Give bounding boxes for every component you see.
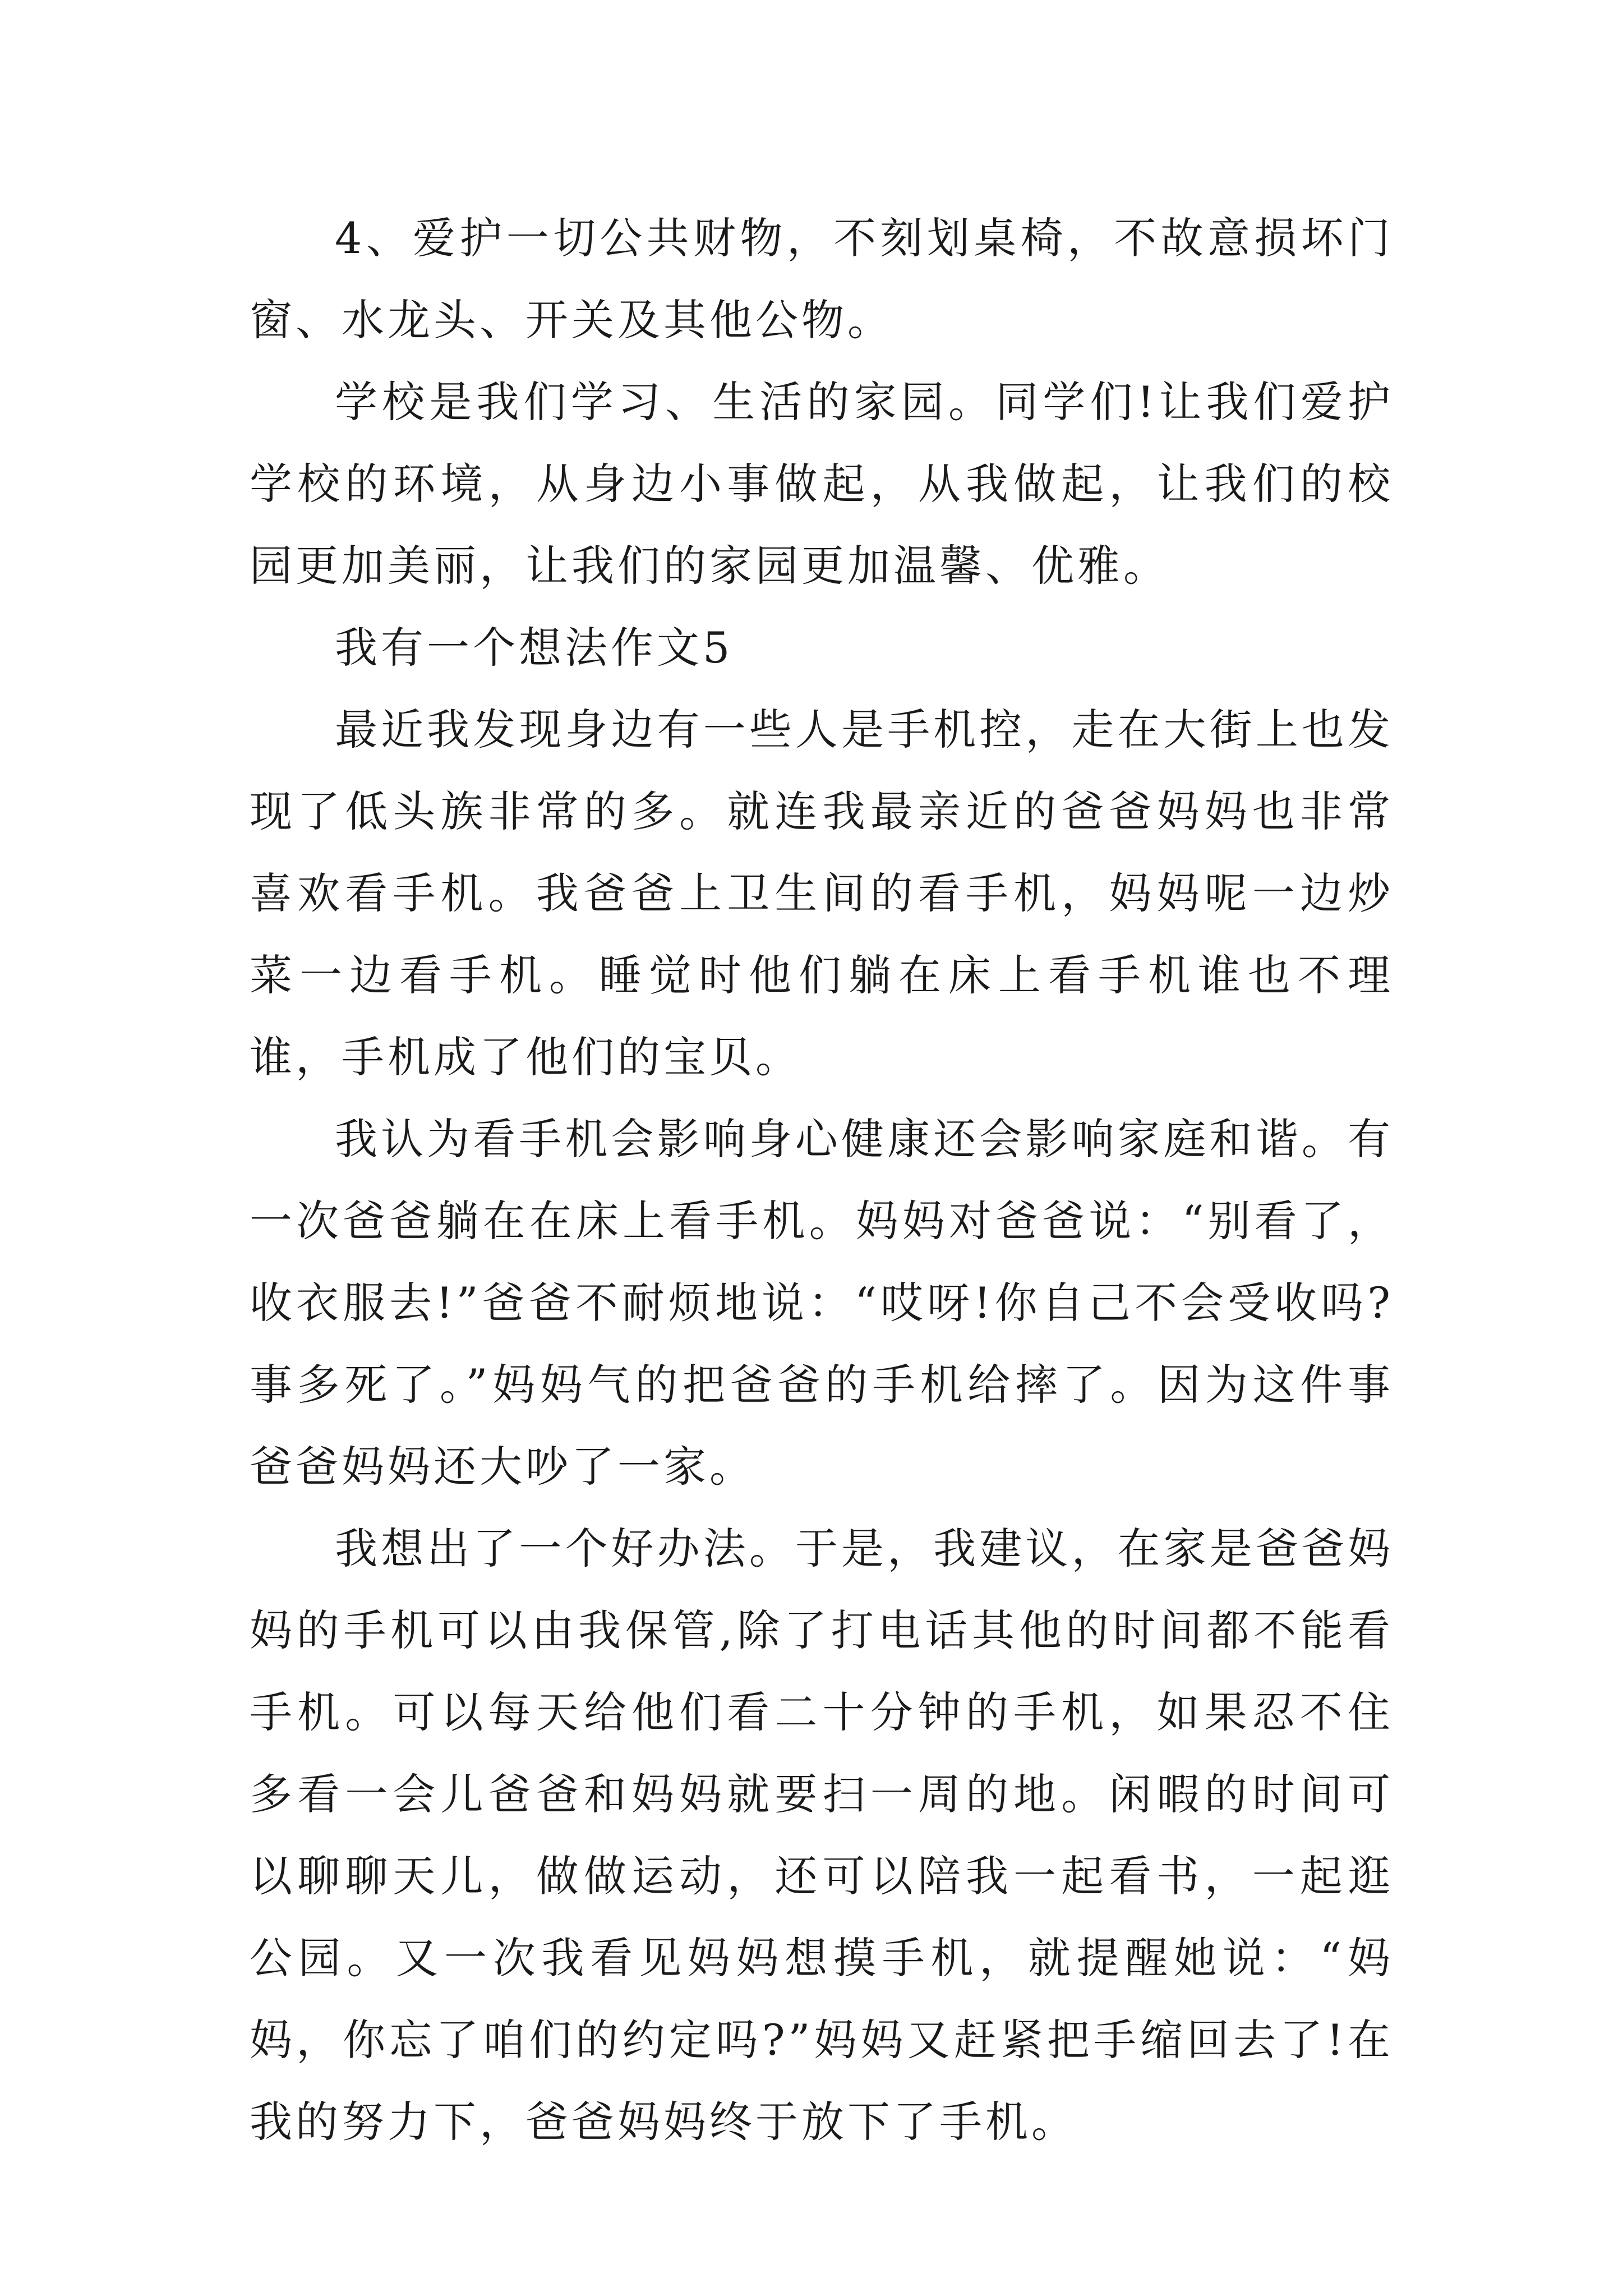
paragraph-family-harmony: 我认为看手机会影响身心健康还会影响家庭和谐。有一次爸爸躺在在床上看手机。妈妈对爸爸说：“别看了，收衣服去!”爸爸不耐烦地说：“哎呀!你自己不会受收吗?事多死了。”妈妈气的把爸爸的手机给摔了。因为这件事爸爸妈妈还大吵了一家。	[250, 1114, 1394, 1492]
paragraph-phone-addicts: 最近我发现身边有一些人是手机控，走在大街上也发现了低头族非常的多。就连我最亲近的爸爸妈妈也非常喜欢看手机。我爸爸上卫生间的看手机，妈妈呢一边炒菜一边看手机。睡觉时他们躺在床上看手机谁也不理谁，手机成了他们的宝贝。	[250, 705, 1394, 1082]
paragraph-rule-4: 4、爱护一切公共财物，不刻划桌椅，不故意损坏门窗、水龙头、开关及其他公物。	[250, 213, 1394, 345]
paragraph-good-solution: 我想出了一个好办法。于是，我建议，在家是爸爸妈妈的手机可以由我保管,除了打电话其他的时间都不能看手机。可以每天给他们看二十分钟的手机，如果忍不住多看一会儿爸爸和妈妈就要扫一周的地。闲暇的时间可以聊聊天儿，做做运动，还可以陪我一起看书，一起逛公园。又一次我看见妈妈想摸手机，就提醒她说：“妈妈，你忘了咱们的约定吗?”妈妈又赶紧把手缩回去了!在我的努力下，爸爸妈妈终于放下了手机。	[250, 1524, 1394, 2147]
document-body	[250, 197, 1394, 2163]
essay-heading: 我有一个想法作文5	[335, 623, 734, 673]
paragraph-school-home: 学校是我们学习、生活的家园。同学们!让我们爱护学校的环境，从身边小事做起，从我做起，让我们的校园更加美丽，让我们的家园更加温馨、优雅。	[250, 377, 1394, 591]
